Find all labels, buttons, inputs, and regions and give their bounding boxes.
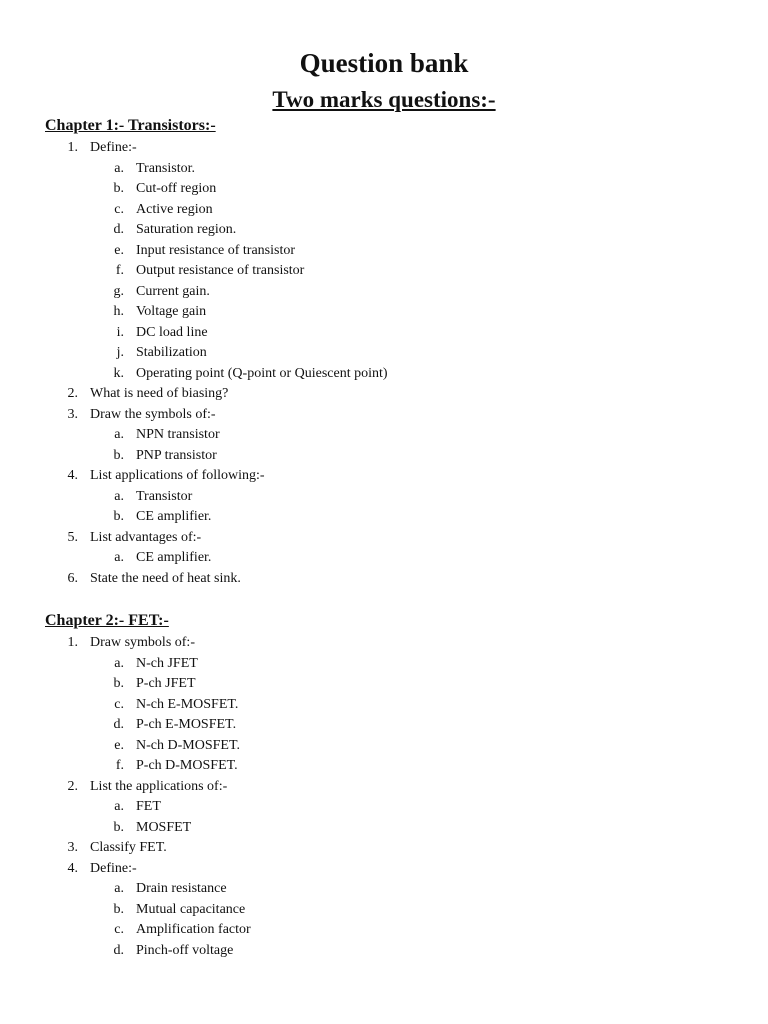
question-number: 3.	[67, 840, 78, 855]
sub-question-letter: a.	[114, 881, 124, 896]
sub-question-letter: f.	[115, 263, 124, 278]
page-subtitle: Two marks questions:-	[272, 87, 496, 112]
question-item	[0, 138, 768, 159]
sub-question-letter: d.	[113, 942, 124, 958]
question-item	[0, 633, 768, 654]
sub-question-text: P-ch D-MOSFET.	[136, 758, 238, 773]
sub-question-text: N-ch E-MOSFET.	[136, 696, 239, 712]
sub-question-text: MOSFET	[136, 819, 192, 835]
question-item	[0, 777, 768, 798]
sub-question-item	[0, 425, 768, 446]
sub-question-item	[0, 241, 768, 262]
sub-question-letter: f.	[115, 758, 124, 773]
sub-question-item	[0, 900, 768, 921]
sub-question-item	[0, 797, 768, 818]
sub-question-text: Output resistance of transistor	[136, 263, 305, 278]
question-item	[0, 859, 768, 880]
question-item	[0, 405, 768, 426]
sub-question-text: CE amplifier.	[136, 550, 212, 565]
question-number: 4.	[67, 468, 78, 483]
question-number: 5.	[67, 529, 78, 545]
sub-question-text: Saturation region.	[136, 222, 237, 237]
sub-question-letter: b.	[113, 181, 124, 196]
question-text: List advantages of:-	[90, 529, 202, 545]
sub-question-letter: b.	[113, 819, 124, 835]
sub-question-letter: a.	[114, 427, 124, 442]
chapter-1-question-list	[0, 138, 768, 589]
sub-question-letter: k.	[113, 365, 124, 381]
sub-question-text: DC load line	[136, 324, 208, 340]
sub-question-item	[0, 548, 768, 569]
sub-question-item	[0, 261, 768, 282]
question-text: List applications of following:-	[90, 468, 265, 483]
sub-question-item	[0, 282, 768, 303]
page-title: Question bank	[299, 48, 469, 78]
sub-question-item	[0, 756, 768, 777]
question-text: Classify FET.	[90, 840, 167, 855]
chapter-1-heading: Chapter 1:- Transistors:-	[45, 117, 216, 134]
question-number: 2.	[67, 386, 78, 401]
question-number: 4.	[67, 860, 78, 876]
sub-question-letter: a.	[114, 160, 124, 176]
sub-question-text: NPN transistor	[136, 427, 220, 442]
question-text: Define:-	[90, 140, 137, 155]
question-item	[0, 838, 768, 859]
sub-question-item	[0, 302, 768, 323]
sub-question-text: Pinch-off voltage	[136, 942, 234, 958]
sub-question-letter: e.	[114, 737, 124, 753]
sub-question-letter: d.	[113, 717, 124, 732]
sub-question-item	[0, 674, 768, 695]
sub-question-item	[0, 654, 768, 675]
sub-question-letter: d.	[113, 222, 124, 237]
sub-question-item	[0, 487, 768, 508]
sub-question-item	[0, 323, 768, 344]
sub-question-text: Stabilization	[136, 345, 207, 360]
sub-question-text: N-ch D-MOSFET.	[136, 737, 240, 753]
sub-question-text: Cut-off region	[136, 181, 217, 196]
question-number: 6.	[67, 570, 78, 586]
sub-question-text: N-ch JFET	[136, 655, 198, 671]
sub-question-text: P-ch JFET	[136, 676, 196, 691]
sub-question-text: Voltage gain	[136, 304, 207, 319]
chapter-2-heading: Chapter 2:- FET:-	[45, 612, 169, 629]
sub-question-item	[0, 200, 768, 221]
question-number: 1.	[67, 140, 78, 155]
question-text: List the applications of:-	[90, 778, 228, 794]
sub-question-letter: a.	[114, 550, 124, 565]
question-text: Define:-	[90, 860, 137, 876]
sub-question-letter: b.	[113, 447, 124, 463]
sub-question-item	[0, 941, 768, 962]
sub-question-item	[0, 220, 768, 241]
sub-question-letter: h.	[113, 304, 124, 319]
sub-question-text: PNP transistor	[136, 447, 217, 463]
sub-question-letter: b.	[113, 676, 124, 691]
chapter-2-question-list	[0, 633, 768, 961]
sub-question-letter: a.	[114, 799, 124, 814]
question-number: 1.	[67, 635, 78, 650]
sub-question-text: Drain resistance	[136, 881, 227, 896]
sub-question-item	[0, 818, 768, 839]
sub-question-text: Transistor	[136, 488, 193, 504]
sub-question-text: Operating point (Q-point or Quiescent point)	[136, 365, 388, 381]
sub-question-letter: j.	[116, 345, 124, 360]
sub-question-letter: a.	[114, 488, 124, 504]
sub-question-text: Mutual capacitance	[136, 901, 246, 917]
sub-question-item	[0, 446, 768, 467]
sub-question-letter: c.	[114, 201, 124, 217]
sub-question-item	[0, 920, 768, 941]
sub-question-letter: e.	[114, 242, 124, 258]
sub-question-text: FET	[136, 799, 161, 814]
sub-question-letter: i.	[116, 324, 124, 340]
sub-question-letter: c.	[114, 696, 124, 712]
sub-question-text: CE amplifier.	[136, 509, 212, 524]
question-text: Draw the symbols of:-	[90, 406, 216, 422]
sub-question-text: P-ch E-MOSFET.	[136, 717, 237, 732]
sub-question-item	[0, 343, 768, 364]
sub-question-letter: a.	[114, 655, 124, 671]
sub-question-item	[0, 179, 768, 200]
question-text: State the need of heat sink.	[90, 570, 241, 586]
question-item	[0, 384, 768, 405]
sub-question-text: Amplification factor	[136, 922, 251, 937]
question-text: What is need of biasing?	[90, 386, 229, 401]
question-item	[0, 528, 768, 549]
sub-question-item	[0, 695, 768, 716]
sub-question-text: Input resistance of transistor	[136, 242, 296, 258]
sub-question-text: Transistor.	[136, 160, 196, 176]
question-number: 3.	[67, 406, 78, 422]
sub-question-letter: g.	[113, 283, 124, 299]
sub-question-item	[0, 879, 768, 900]
sub-question-letter: b.	[113, 509, 124, 524]
sub-question-item	[0, 715, 768, 736]
sub-question-item	[0, 159, 768, 180]
question-item	[0, 569, 768, 590]
sub-question-item	[0, 364, 768, 385]
sub-question-letter: c.	[114, 922, 124, 937]
question-item	[0, 466, 768, 487]
sub-question-text: Active region	[136, 201, 213, 217]
question-text: Draw symbols of:-	[90, 635, 195, 650]
question-number: 2.	[67, 778, 78, 794]
sub-question-item	[0, 507, 768, 528]
sub-question-item	[0, 736, 768, 757]
sub-question-text: Current gain.	[136, 283, 210, 299]
sub-question-letter: b.	[113, 901, 124, 917]
